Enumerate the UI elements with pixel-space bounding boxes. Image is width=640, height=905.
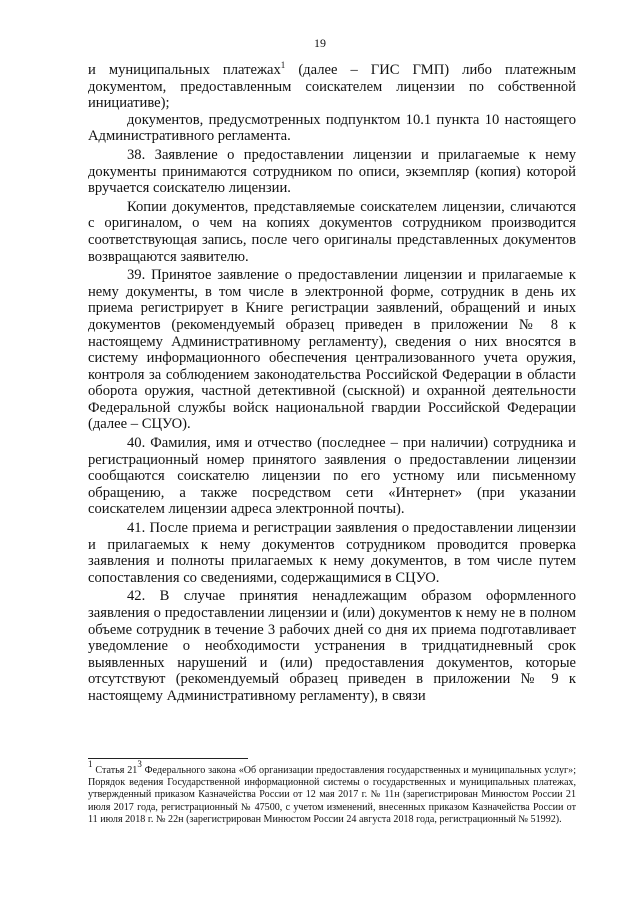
page-number: 19 xyxy=(314,36,326,50)
footnote-marker: 1 xyxy=(88,759,93,769)
paragraph-42: 42. В случае принятия ненадлежащим образом оформленного заявления о предоставлении лицензии и (или) документов к нему не в полном объеме сотрудник в течение 3 рабочих дней со дня их приема подготавливает уведомление о необходимости устранения в тридцатидневный срок выявленных нарушений и (или) предоставления документов, которые отсутствуют (рекомендуемый образец приведен в приложении № 9 к настоящему Административному регламенту), в связи xyxy=(88,588,576,704)
footnote-divider xyxy=(88,758,248,759)
main-text xyxy=(88,62,576,705)
paragraph: Копии документов, представляемые соискателем лицензии, сличаются с оригиналом, о чем на копиях документов сотрудником производится соответствующая запись, после чего оригиналы представленных документов возвращаются заявителю. xyxy=(88,198,576,265)
paragraph-38: 38. Заявление о предоставлении лицензии и прилагаемые к нему документы принимаются сотрудником по описи, экземпляр (копия) которой вручается соискателю лицензии. xyxy=(88,146,576,197)
footnote: $^1$ Статья $21^3$ Федерального закона «Об организации предоставления государственных и муниципальных услуг»; Порядок ведения Государственной информационной системы о государственных и муниципальных платежах, утвержденный приказом Казначейства России от 12 мая 2017 г. № 11н (зарегистрирован Минюстом России 21 июля 2017 года, регистрационный № 47500, с учетом изменений, внесенных приказом Казначейства России от 11 июля 2018 г. № 22н (зарегистрирован Минюстом России 24 августа 2018 года, регистрационный № 51992). xyxy=(88,759,577,825)
footnote-reference: 1 xyxy=(280,60,286,70)
paragraph-continuation: и муниципальных платежах$^1$ (далее – ГИС ГМП) либо платежным документом, предоставленным соискателем лицензии по собственной инициативе); xyxy=(88,60,576,112)
paragraph-39: 39. Принятое заявление о предоставлении лицензии и прилагаемые к нему документы, в том числе в электронной форме, сотрудник в день их приема регистрирует в Книге регистрации заявлений, обращений и иных документов (рекомендуемый образец приведен в приложении № 8 к настоящему Административному регламенту), сведения о них вносятся в систему информационного обеспечения централизованного учета оружия, контроля за соблюдением законодательства Российской Федерации в области оборота оружия, частной детективной (сыскной) и охранной деятельности Федеральной службы войск национальной гвардии Российской Федерации (далее – СЦУО). xyxy=(88,267,576,433)
paragraph-41: 41. После приема и регистрации заявления о предоставлении лицензии и прилагаемых к нему документов сотрудником проводится проверка заявления и полноты прилагаемых к нему документов, в том числе путем сопоставления со сведениями, содержащимися в СЦУО. xyxy=(88,520,576,586)
paragraph: документов, предусмотренных подпунктом 10.1 пункта 10 настоящего Административного регламента. xyxy=(88,111,576,145)
paragraph-40: 40. Фамилия, имя и отчество (последнее – при наличии) сотрудника и регистрационный номер принятого заявления о предоставлении лицензии сообщаются соискателю лицензии по его устному или письменному обращению, а также посредством сети «Интернет» (при указании соискателем лицензии адреса электронной почты). xyxy=(88,435,576,518)
